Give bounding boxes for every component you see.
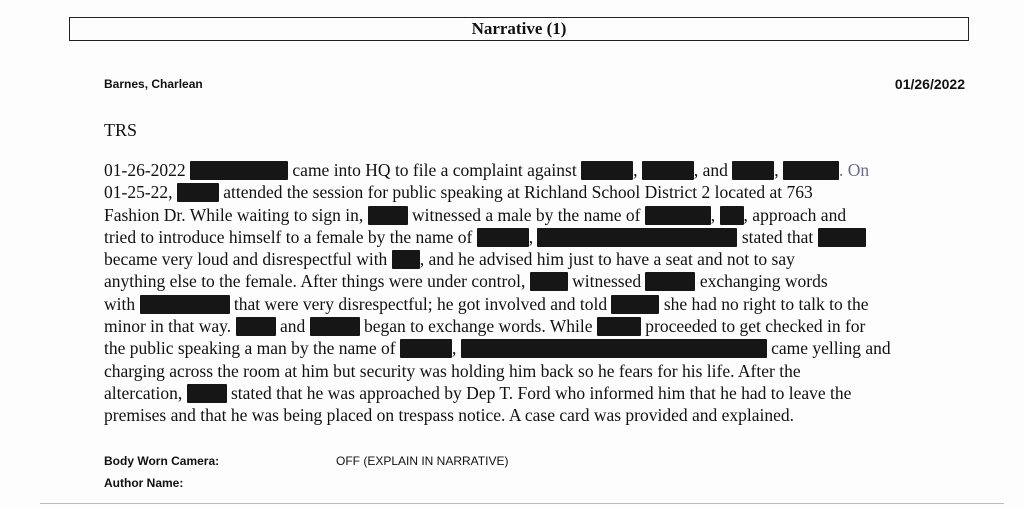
narrative-text: exchanging words <box>695 271 828 292</box>
narrative-line <box>104 181 984 203</box>
narrative-text: 01-26-2022 <box>104 160 191 180</box>
narrative-text: with <box>104 293 140 314</box>
report-date: 01/26/2022 <box>894 76 965 92</box>
redaction-box <box>461 339 767 358</box>
narrative-line <box>104 293 984 315</box>
redaction-box <box>400 339 452 358</box>
narrative-text: came yelling and <box>766 338 891 359</box>
redaction-box <box>783 161 839 180</box>
narrative-text: . On <box>838 160 870 180</box>
narrative-text: altercation, <box>104 382 187 403</box>
redaction-box <box>581 161 633 180</box>
narrative-text: began to exchange words. While <box>359 316 597 337</box>
narrative-text: premises and that he was being placed on trespass notice. A case card was provided and explained. <box>104 405 795 426</box>
narrative-text: and <box>275 316 310 337</box>
narrative-text: that were very disrespectful; he got involved and told <box>229 293 612 314</box>
redaction-box <box>477 228 529 247</box>
narrative-text: Fashion Dr. While waiting to sign in, <box>104 204 368 225</box>
author-label: Author Name: <box>104 476 184 490</box>
page-divider <box>40 503 1004 504</box>
narrative-line <box>104 404 984 426</box>
camera-label: Body Worn Camera: <box>104 454 220 468</box>
narrative-text: witnessed a male by the name of <box>407 204 645 225</box>
narrative-line <box>104 226 984 248</box>
redaction-box <box>537 228 737 247</box>
narrative-text: stated that he was approached by Dep T. Ford who informed him that he had to leave the <box>226 382 852 403</box>
narrative-line <box>104 315 984 337</box>
redaction-box <box>392 250 420 269</box>
redaction-box <box>530 272 568 291</box>
narrative-line <box>104 382 984 404</box>
redaction-box <box>732 161 774 180</box>
narrative-text: attended the session for public speaking at Richland School District 2 located at 763 <box>218 182 813 203</box>
narrative-text: came into HQ to file a complaint against <box>288 160 582 180</box>
narrative-text: she had no right to talk to the <box>659 293 869 314</box>
narrative-line <box>104 204 984 226</box>
narrative-header <box>69 17 969 41</box>
narrative-text: minor in that way. <box>104 316 236 337</box>
narrative-text: anything else to the female. After things were under control, <box>104 271 530 292</box>
narrative-body <box>104 159 984 427</box>
redaction-box <box>177 183 219 202</box>
narrative-text: , approach and <box>743 204 847 225</box>
narrative-text: proceeded to get checked in for <box>640 316 866 337</box>
redaction-box <box>645 206 711 225</box>
camera-value: OFF (EXPLAIN IN NARRATIVE) <box>336 454 509 468</box>
camera-row <box>104 454 508 468</box>
narrative-line <box>104 248 984 270</box>
redaction-box <box>597 317 641 336</box>
narrative-text: , <box>774 160 783 180</box>
redaction-box <box>720 206 744 225</box>
narrative-text: , <box>633 160 642 180</box>
narrative-text: , <box>528 226 538 247</box>
narrative-text: tried to introduce himself to a female by the name of <box>104 226 477 247</box>
author-name: Barnes, Charlean <box>104 77 203 91</box>
narrative-text: 01-25-22, <box>104 182 177 203</box>
section-heading: TRS <box>104 120 138 140</box>
redaction-box <box>187 384 227 403</box>
redaction-box <box>368 206 408 225</box>
redaction-box <box>818 228 866 247</box>
narrative-text: stated that <box>737 226 818 247</box>
narrative-text: became very loud and disrespectful with <box>104 249 392 270</box>
redaction-box <box>190 161 288 180</box>
narrative-text: , <box>710 204 720 225</box>
narrative-text: , <box>451 338 461 359</box>
redaction-box <box>611 295 659 314</box>
narrative-title: Narrative (1) <box>471 19 567 38</box>
meta-row <box>104 76 965 92</box>
narrative-text: witnessed <box>567 271 646 292</box>
redaction-box <box>140 295 230 314</box>
redaction-box <box>645 272 695 291</box>
narrative-line <box>104 270 984 292</box>
narrative-line <box>104 360 984 382</box>
narrative-line <box>104 159 984 181</box>
redaction-box <box>310 317 360 336</box>
narrative-text: charging across the room at him but security was holding him back so he fears for his life. After the <box>104 360 801 381</box>
narrative-text: the public speaking a man by the name of <box>104 338 400 359</box>
redaction-box <box>642 161 694 180</box>
narrative-text: , and <box>693 160 733 180</box>
author-row <box>104 476 336 490</box>
narrative-line <box>104 337 984 359</box>
narrative-text: , and he advised him just to have a seat and not to say <box>419 249 795 270</box>
redaction-box <box>236 317 276 336</box>
